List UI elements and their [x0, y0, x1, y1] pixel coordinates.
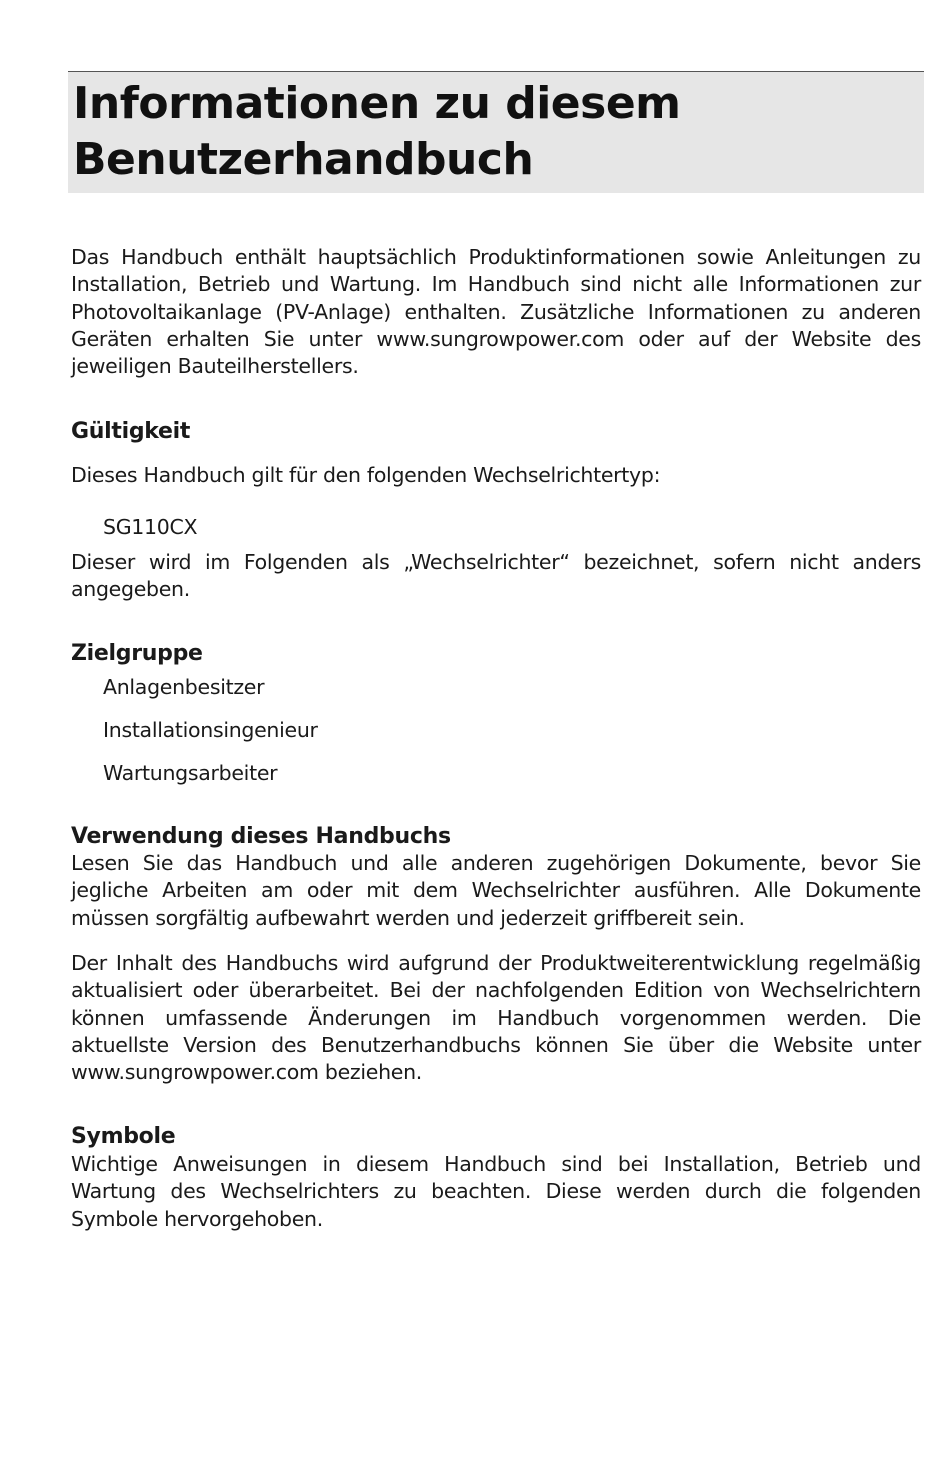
audience-item-engineer: Installationsingenieur [103, 718, 318, 742]
audience-heading: Zielgruppe [71, 641, 203, 666]
audience-item-maintenance: Wartungsarbeiter [103, 761, 278, 785]
symbols-paragraph: Wichtige Anweisungen in diesem Handbuch sind bei Installation, Betrieb und Wartung des Wechselrichters zu beachten. Diese werden durch die folgenden Symbole hervorgehoben. [71, 1152, 921, 1231]
symbols-heading: Symbole [71, 1124, 176, 1149]
page-title [68, 72, 924, 188]
model-name: SG110CX [103, 515, 198, 539]
page-title-line-1: Informationen zu diesem [73, 78, 681, 129]
page-title-block [68, 71, 924, 193]
intro-paragraph: Das Handbuch enthält hauptsächlich Produktinformationen sowie Anleitungen zu Installation, Betrieb und Wartung. Im Handbuch sind nicht alle Informationen zur Photovoltaikanlage (PV-Anlage) enthalten. Zusätzliche Informationen zu anderen Geräten erhalten Sie unter www.sungrowpower.com oder auf der Website des jeweiligen Bauteilherstellers. [71, 245, 921, 379]
audience-item-owner: Anlagenbesitzer [103, 675, 265, 699]
page-title-line-2: Benutzerhandbuch [73, 134, 534, 185]
usage-paragraph-1: Lesen Sie das Handbuch und alle anderen zugehörigen Dokumente, bevor Sie jegliche Arbeiten am oder mit dem Wechselrichter ausführen. Alle Dokumente müssen sorgfältig aufbewahrt werden und jederzeit griffbereit sein. [71, 851, 921, 930]
validity-text: Dieses Handbuch gilt für den folgenden Wechselrichtertyp: [71, 463, 661, 487]
validity-note: Dieser wird im Folgenden als „Wechselrichter“ bezeichnet, sofern nicht anders angegeben. [71, 550, 921, 602]
usage-paragraph-2: Der Inhalt des Handbuchs wird aufgrund der Produktweiterentwicklung regelmäßig aktualisiert oder überarbeitet. Bei der nachfolgenden Edition von Wechselrichtern können umfassende Änderungen im Handbuch vorgenommen werden. Die aktuellste Version des Benutzerhandbuchs können Sie über die Website unter www.sungrowpower.com beziehen. [71, 951, 921, 1085]
usage-heading: Verwendung dieses Handbuchs [71, 824, 451, 849]
validity-heading: Gültigkeit [71, 419, 191, 444]
